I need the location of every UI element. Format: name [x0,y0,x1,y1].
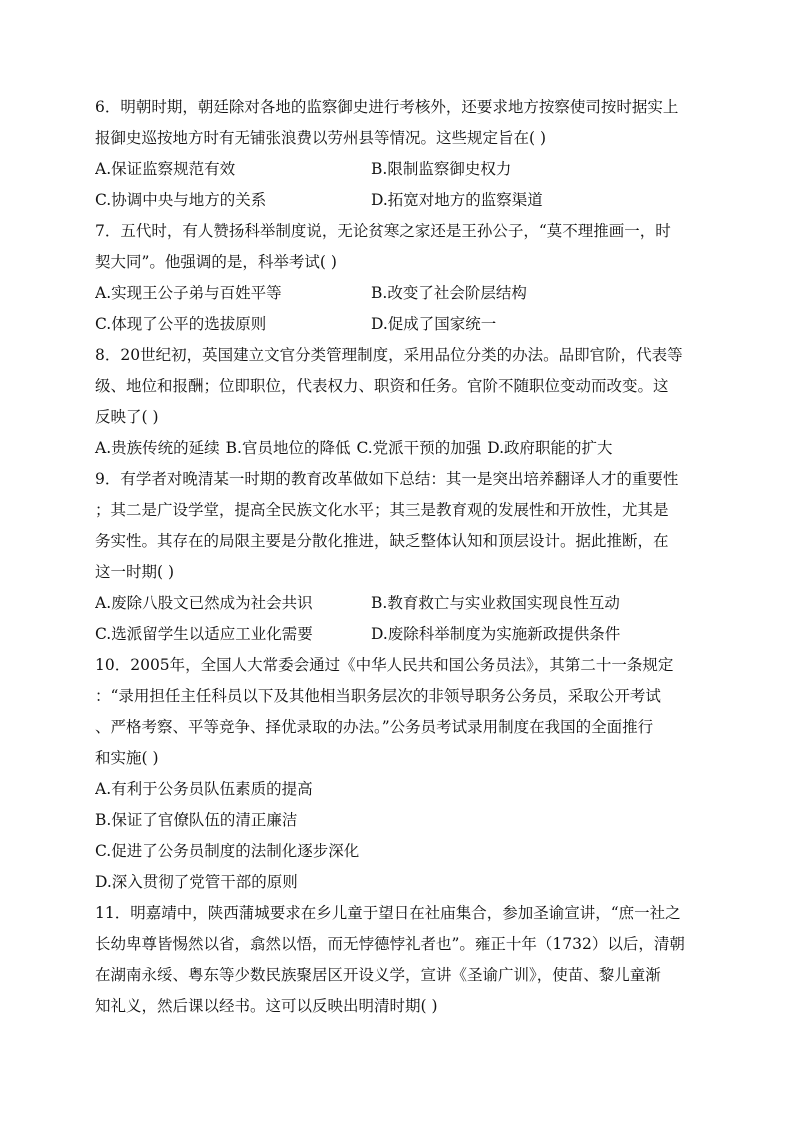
question-text-line: 契大同”。他强调的是，科举考试( ) [95,253,337,271]
option-row [95,309,705,340]
question-text-line: 11．明嘉靖中，陕西蒲城要求在乡儿童于望日在社庙集合，参加圣谕宣讲，“庶一社之 [95,904,681,922]
question-text-line: 和实施( ) [95,749,159,767]
question-text-line: 务实性。其存在的局限主要是分散化推进，缺乏整体认知和顶层设计。据此推断，在 [95,532,669,550]
question-text-line: 长幼卑尊皆惕然以省，翕然以悟，而无悖德悖礼者也”。雍正十年（1732）以后，清朝 [95,935,685,953]
question-text-line: 7．五代时，有人赞扬科举制度说，无论贫寒之家还是王孙公子，“莫不理推画一，时 [95,222,671,240]
option-row [95,185,705,216]
question-text-line: 知礼义，然后课以经书。这可以反映出明清时期( ) [95,997,438,1015]
option-c: C.促进了公务员制度的法制化逐步深化 [95,842,360,860]
option-a: A.实现王公子弟与百姓平等 [95,284,282,302]
option-row [95,433,705,464]
option-b: B.教育救亡与实业救国实现良性互动 [371,594,620,612]
option-row [95,278,705,309]
option-a: A.有利于公务员队伍素质的提高 [95,780,313,798]
option-c: C.党派干预的加强 [356,439,482,457]
option-d: D.拓宽对地方的监察渠道 [371,191,543,209]
option-row [95,588,705,619]
question-11 [95,898,705,1022]
option-a: A.保证监察规范有效 [95,160,236,178]
question-text-line: 这一时期( ) [95,563,175,581]
option-d: D.深入贯彻了党管干部的原则 [95,873,298,891]
option-c: C.体现了公平的选拔原则 [95,315,267,333]
option-row [95,154,705,185]
question-text-line: ：“录用担任主任科员以下及其他相当职务层次的非领导职务公务员，采取公开考试 [95,687,661,705]
option-b: B.官员地位的降低 [225,439,351,457]
option-row [95,619,705,650]
option-a: A.废除八股文已然成为社会共识 [95,594,313,612]
question-text-line: 级、地位和报酬；位即职位，代表权力、职资和任务。官阶不随职位变动而改变。这 [95,377,669,395]
question-text-line: 10．2005年，全国人大常委会通过《中华人民共和国公务员法》，其第二十一条规定 [95,656,674,674]
question-text-line: 8．20世纪初，英国建立文官分类管理制度，采用品位分类的办法。品即官阶，代表等 [95,346,683,364]
option-b: B.限制监察御史权力 [371,160,512,178]
question-text-line: 、严格考察、平等竞争、择优录取的办法。”公务员考试录用制度在我国的全面推行 [95,718,654,736]
question-9 [95,464,705,650]
option-d: D.促成了国家统一 [371,315,497,333]
question-text-line: 反映了( ) [95,408,159,426]
option-d: D.废除科举制度为实施新政提供条件 [371,625,621,643]
question-10 [95,650,705,898]
question-text-line: 9．有学者对晚清某一时期的教育改革做如下总结：其一是突出培养翻译人才的重要性 [95,470,679,488]
question-text-line: 在湖南永绥、粤东等少数民族聚居区开设义学，宣讲《圣谕广训》，使苗、黎儿童渐 [95,966,661,984]
option-b: B.改变了社会阶层结构 [371,284,527,302]
question-text-line: 报御史巡按地方时有无铺张浪费以劳州县等情况。这些规定旨在( ) [95,129,547,147]
question-6 [95,92,705,216]
option-d: D.政府职能的扩大 [487,439,613,457]
question-7 [95,216,705,340]
option-c: C.协调中央与地方的关系 [95,191,267,209]
exam-page [95,92,705,1022]
question-text-line: ；其二是广设学堂，提高全民族文化水平；其三是教育观的发展性和开放性，尤其是 [95,501,669,519]
question-text-line: 6．明朝时期，朝廷除对各地的监察御史进行考核外，还要求地方按察使司按时据实上 [95,98,679,116]
option-c: C.选派留学生以适应工业化需要 [95,625,313,643]
option-a: A.贵族传统的延续 [95,439,220,457]
option-b: B.保证了官僚队伍的清正廉洁 [95,811,298,829]
question-8 [95,340,705,464]
